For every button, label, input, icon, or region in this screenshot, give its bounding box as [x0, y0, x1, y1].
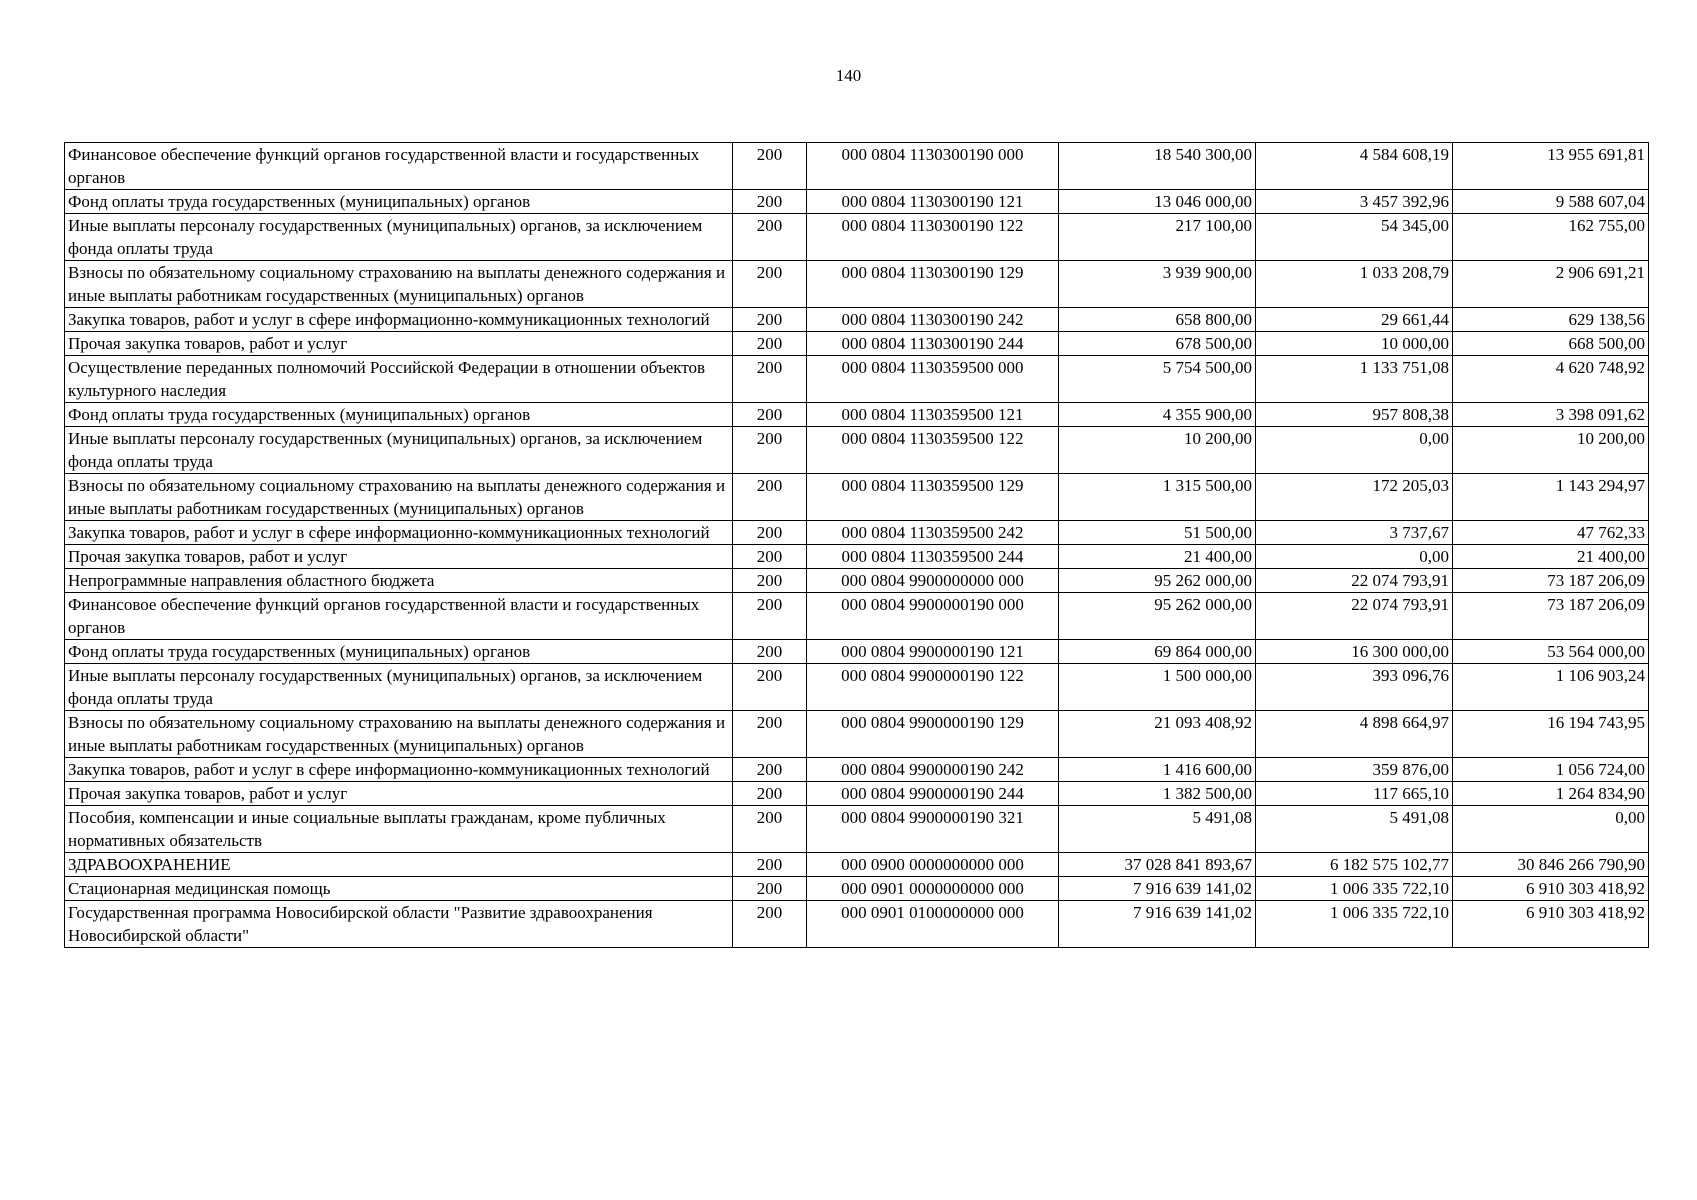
row-executed-cell: 29 661,44 — [1256, 308, 1453, 332]
row-remaining-cell: 2 906 691,21 — [1453, 261, 1649, 308]
row-remaining-cell: 0,00 — [1453, 806, 1649, 853]
table-row — [65, 261, 1649, 308]
row-remaining-cell: 73 187 206,09 — [1453, 569, 1649, 593]
row-code-cell: 200 — [733, 356, 807, 403]
row-executed-cell: 1 133 751,08 — [1256, 356, 1453, 403]
row-approved-cell: 5 754 500,00 — [1059, 356, 1256, 403]
row-name-cell: Взносы по обязательному социальному страхованию на выплаты денежного содержания и иные выплаты работникам государственных (муниципальных) органов — [65, 711, 733, 758]
row-code-cell: 200 — [733, 664, 807, 711]
row-approved-cell: 7 916 639 141,02 — [1059, 901, 1256, 948]
row-approved-cell: 1 315 500,00 — [1059, 474, 1256, 521]
row-remaining-cell: 4 620 748,92 — [1453, 356, 1649, 403]
table-row — [65, 711, 1649, 758]
row-approved-cell: 1 500 000,00 — [1059, 664, 1256, 711]
row-code-cell: 200 — [733, 261, 807, 308]
table-row — [65, 332, 1649, 356]
table-row — [65, 569, 1649, 593]
row-code-cell: 200 — [733, 190, 807, 214]
table-row — [65, 640, 1649, 664]
row-remaining-cell: 1 264 834,90 — [1453, 782, 1649, 806]
row-executed-cell: 22 074 793,91 — [1256, 569, 1453, 593]
table-row — [65, 782, 1649, 806]
row-remaining-cell: 21 400,00 — [1453, 545, 1649, 569]
row-name-cell: Взносы по обязательному социальному страхованию на выплаты денежного содержания и иные выплаты работникам государственных (муниципальных) органов — [65, 474, 733, 521]
row-code-cell: 200 — [733, 711, 807, 758]
table-row — [65, 545, 1649, 569]
row-name-cell: ЗДРАВООХРАНЕНИЕ — [65, 853, 733, 877]
row-approved-cell: 678 500,00 — [1059, 332, 1256, 356]
table-row — [65, 877, 1649, 901]
row-code-cell: 200 — [733, 545, 807, 569]
row-approved-cell: 4 355 900,00 — [1059, 403, 1256, 427]
row-executed-cell: 0,00 — [1256, 545, 1453, 569]
row-kbk-cell: 000 0804 1130300190 244 — [807, 332, 1059, 356]
row-kbk-cell: 000 0901 0100000000 000 — [807, 901, 1059, 948]
row-kbk-cell: 000 0804 1130359500 121 — [807, 403, 1059, 427]
budget-table — [64, 142, 1649, 948]
row-code-cell: 200 — [733, 308, 807, 332]
row-approved-cell: 95 262 000,00 — [1059, 569, 1256, 593]
row-code-cell: 200 — [733, 853, 807, 877]
row-executed-cell: 0,00 — [1256, 427, 1453, 474]
row-remaining-cell: 16 194 743,95 — [1453, 711, 1649, 758]
table-row — [65, 806, 1649, 853]
row-name-cell: Осуществление переданных полномочий Российской Федерации в отношении объектов культурного наследия — [65, 356, 733, 403]
row-kbk-cell: 000 0804 9900000190 242 — [807, 758, 1059, 782]
row-name-cell: Фонд оплаты труда государственных (муниципальных) органов — [65, 403, 733, 427]
row-approved-cell: 5 491,08 — [1059, 806, 1256, 853]
table-row — [65, 403, 1649, 427]
table-row — [65, 427, 1649, 474]
budget-table-body — [65, 143, 1649, 948]
row-remaining-cell: 668 500,00 — [1453, 332, 1649, 356]
row-remaining-cell: 9 588 607,04 — [1453, 190, 1649, 214]
row-executed-cell: 5 491,08 — [1256, 806, 1453, 853]
row-approved-cell: 21 400,00 — [1059, 545, 1256, 569]
row-code-cell: 200 — [733, 782, 807, 806]
row-name-cell: Фонд оплаты труда государственных (муниципальных) органов — [65, 190, 733, 214]
row-name-cell: Закупка товаров, работ и услуг в сфере информационно-коммуникационных технологий — [65, 758, 733, 782]
table-row — [65, 356, 1649, 403]
row-code-cell: 200 — [733, 332, 807, 356]
row-remaining-cell: 73 187 206,09 — [1453, 593, 1649, 640]
row-executed-cell: 1 006 335 722,10 — [1256, 877, 1453, 901]
row-kbk-cell: 000 0804 9900000190 000 — [807, 593, 1059, 640]
table-row — [65, 190, 1649, 214]
row-executed-cell: 3 457 392,96 — [1256, 190, 1453, 214]
row-code-cell: 200 — [733, 214, 807, 261]
row-executed-cell: 4 584 608,19 — [1256, 143, 1453, 190]
row-code-cell: 200 — [733, 143, 807, 190]
row-remaining-cell: 47 762,33 — [1453, 521, 1649, 545]
row-name-cell: Фонд оплаты труда государственных (муниципальных) органов — [65, 640, 733, 664]
row-remaining-cell: 1 106 903,24 — [1453, 664, 1649, 711]
row-executed-cell: 1 033 208,79 — [1256, 261, 1453, 308]
row-kbk-cell: 000 0804 1130359500 242 — [807, 521, 1059, 545]
row-kbk-cell: 000 0804 9900000190 244 — [807, 782, 1059, 806]
table-row — [65, 474, 1649, 521]
row-name-cell: Стационарная медицинская помощь — [65, 877, 733, 901]
row-executed-cell: 54 345,00 — [1256, 214, 1453, 261]
row-remaining-cell: 13 955 691,81 — [1453, 143, 1649, 190]
row-code-cell: 200 — [733, 640, 807, 664]
row-name-cell: Иные выплаты персоналу государственных (муниципальных) органов, за исключением фонда оплаты труда — [65, 427, 733, 474]
table-row — [65, 521, 1649, 545]
row-remaining-cell: 30 846 266 790,90 — [1453, 853, 1649, 877]
row-kbk-cell: 000 0804 1130359500 122 — [807, 427, 1059, 474]
row-name-cell: Прочая закупка товаров, работ и услуг — [65, 782, 733, 806]
row-executed-cell: 10 000,00 — [1256, 332, 1453, 356]
row-name-cell: Закупка товаров, работ и услуг в сфере информационно-коммуникационных технологий — [65, 308, 733, 332]
row-remaining-cell: 10 200,00 — [1453, 427, 1649, 474]
row-kbk-cell: 000 0804 9900000000 000 — [807, 569, 1059, 593]
row-code-cell: 200 — [733, 806, 807, 853]
row-remaining-cell: 6 910 303 418,92 — [1453, 901, 1649, 948]
table-row — [65, 214, 1649, 261]
row-kbk-cell: 000 0804 1130300190 242 — [807, 308, 1059, 332]
row-approved-cell: 658 800,00 — [1059, 308, 1256, 332]
row-remaining-cell: 162 755,00 — [1453, 214, 1649, 261]
row-executed-cell: 393 096,76 — [1256, 664, 1453, 711]
row-name-cell: Взносы по обязательному социальному страхованию на выплаты денежного содержания и иные выплаты работникам государственных (муниципальных) органов — [65, 261, 733, 308]
row-name-cell: Закупка товаров, работ и услуг в сфере информационно-коммуникационных технологий — [65, 521, 733, 545]
table-row — [65, 853, 1649, 877]
row-approved-cell: 69 864 000,00 — [1059, 640, 1256, 664]
row-name-cell: Государственная программа Новосибирской области "Развитие здравоохранения Новосибирской области" — [65, 901, 733, 948]
row-approved-cell: 13 046 000,00 — [1059, 190, 1256, 214]
row-executed-cell: 1 006 335 722,10 — [1256, 901, 1453, 948]
row-executed-cell: 16 300 000,00 — [1256, 640, 1453, 664]
row-approved-cell: 217 100,00 — [1059, 214, 1256, 261]
row-kbk-cell: 000 0804 9900000190 321 — [807, 806, 1059, 853]
row-code-cell: 200 — [733, 403, 807, 427]
row-approved-cell: 21 093 408,92 — [1059, 711, 1256, 758]
row-executed-cell: 172 205,03 — [1256, 474, 1453, 521]
row-approved-cell: 51 500,00 — [1059, 521, 1256, 545]
table-row — [65, 758, 1649, 782]
row-code-cell: 200 — [733, 474, 807, 521]
row-remaining-cell: 6 910 303 418,92 — [1453, 877, 1649, 901]
row-remaining-cell: 1 056 724,00 — [1453, 758, 1649, 782]
row-name-cell: Иные выплаты персоналу государственных (муниципальных) органов, за исключением фонда оплаты труда — [65, 214, 733, 261]
page-number: 140 — [835, 66, 862, 85]
row-code-cell: 200 — [733, 521, 807, 545]
row-code-cell: 200 — [733, 569, 807, 593]
row-approved-cell: 1 416 600,00 — [1059, 758, 1256, 782]
row-kbk-cell: 000 0804 9900000190 129 — [807, 711, 1059, 758]
row-kbk-cell: 000 0804 1130300190 121 — [807, 190, 1059, 214]
row-executed-cell: 6 182 575 102,77 — [1256, 853, 1453, 877]
row-executed-cell: 359 876,00 — [1256, 758, 1453, 782]
row-approved-cell: 3 939 900,00 — [1059, 261, 1256, 308]
row-kbk-cell: 000 0804 1130300190 000 — [807, 143, 1059, 190]
row-approved-cell: 7 916 639 141,02 — [1059, 877, 1256, 901]
row-name-cell: Финансовое обеспечение функций органов государственной власти и государственных органов — [65, 593, 733, 640]
row-name-cell: Финансовое обеспечение функций органов государственной власти и государственных органов — [65, 143, 733, 190]
row-kbk-cell: 000 0804 9900000190 121 — [807, 640, 1059, 664]
row-kbk-cell: 000 0804 1130359500 244 — [807, 545, 1059, 569]
row-name-cell: Непрограммные направления областного бюджета — [65, 569, 733, 593]
row-remaining-cell: 629 138,56 — [1453, 308, 1649, 332]
row-remaining-cell: 3 398 091,62 — [1453, 403, 1649, 427]
row-kbk-cell: 000 0900 0000000000 000 — [807, 853, 1059, 877]
table-row — [65, 664, 1649, 711]
row-code-cell: 200 — [733, 593, 807, 640]
row-executed-cell: 4 898 664,97 — [1256, 711, 1453, 758]
row-approved-cell: 1 382 500,00 — [1059, 782, 1256, 806]
row-kbk-cell: 000 0804 1130300190 122 — [807, 214, 1059, 261]
row-approved-cell: 95 262 000,00 — [1059, 593, 1256, 640]
row-approved-cell: 18 540 300,00 — [1059, 143, 1256, 190]
row-kbk-cell: 000 0804 1130359500 000 — [807, 356, 1059, 403]
row-code-cell: 200 — [733, 877, 807, 901]
row-kbk-cell: 000 0804 9900000190 122 — [807, 664, 1059, 711]
row-remaining-cell: 53 564 000,00 — [1453, 640, 1649, 664]
row-executed-cell: 3 737,67 — [1256, 521, 1453, 545]
table-row — [65, 901, 1649, 948]
table-row — [65, 143, 1649, 190]
row-kbk-cell: 000 0804 1130359500 129 — [807, 474, 1059, 521]
row-name-cell: Пособия, компенсации и иные социальные выплаты гражданам, кроме публичных нормативных обязательств — [65, 806, 733, 853]
row-remaining-cell: 1 143 294,97 — [1453, 474, 1649, 521]
table-row — [65, 593, 1649, 640]
row-code-cell: 200 — [733, 427, 807, 474]
row-name-cell: Прочая закупка товаров, работ и услуг — [65, 332, 733, 356]
row-executed-cell: 957 808,38 — [1256, 403, 1453, 427]
row-code-cell: 200 — [733, 901, 807, 948]
table-row — [65, 308, 1649, 332]
row-kbk-cell: 000 0901 0000000000 000 — [807, 877, 1059, 901]
row-executed-cell: 117 665,10 — [1256, 782, 1453, 806]
row-approved-cell: 37 028 841 893,67 — [1059, 853, 1256, 877]
row-kbk-cell: 000 0804 1130300190 129 — [807, 261, 1059, 308]
row-name-cell: Прочая закупка товаров, работ и услуг — [65, 545, 733, 569]
row-name-cell: Иные выплаты персоналу государственных (муниципальных) органов, за исключением фонда оплаты труда — [65, 664, 733, 711]
row-executed-cell: 22 074 793,91 — [1256, 593, 1453, 640]
row-approved-cell: 10 200,00 — [1059, 427, 1256, 474]
row-code-cell: 200 — [733, 758, 807, 782]
